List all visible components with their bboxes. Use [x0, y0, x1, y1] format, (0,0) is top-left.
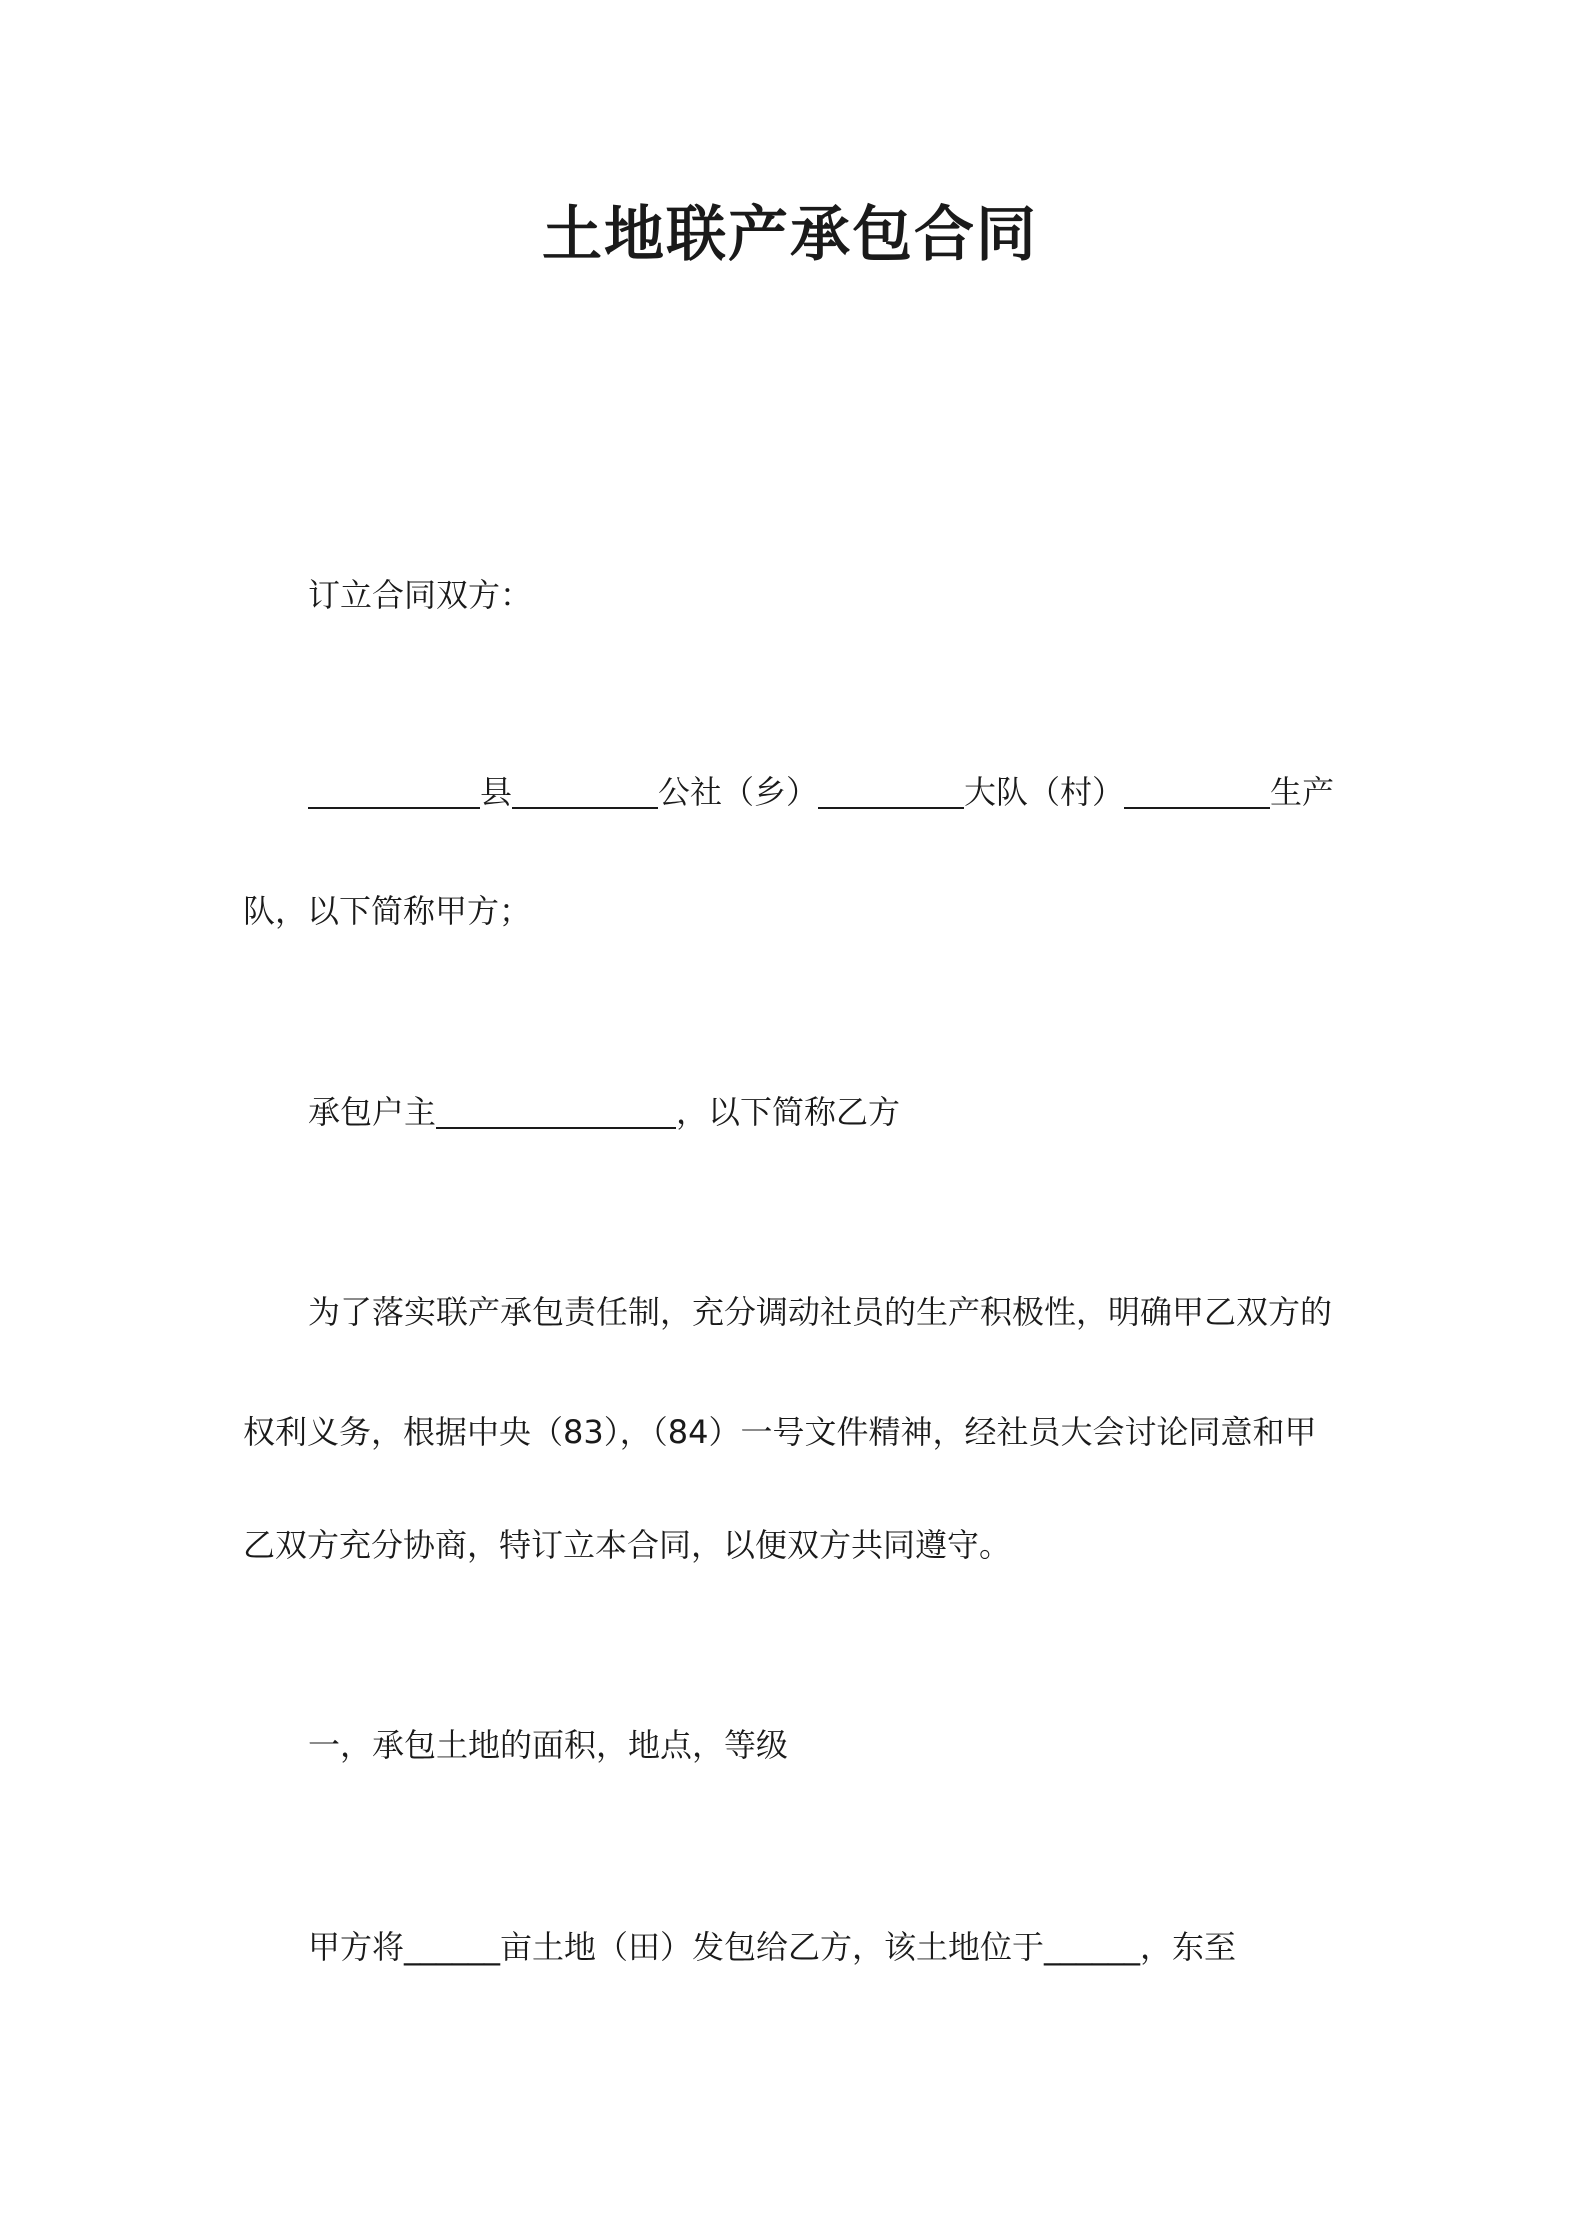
purpose-paragraph-line-3: 乙双方充分协商，特订立本合同，以便双方共同遵守。 [243, 1526, 1012, 1564]
parties-heading: 订立合同双方： [308, 576, 533, 614]
section-1-line-1: 甲方将______亩土地（田）发包给乙方，该土地位于______，东至 [308, 1928, 1237, 1966]
owner-blank [436, 1091, 676, 1129]
document-title: 土地联产承包合同 [542, 200, 1038, 270]
purpose-paragraph-line-2: 权利义务，根据中央（83），（84）一号文件精神，经社员大会讨论同意和甲 [243, 1413, 1317, 1451]
commune-suffix: 公社（乡） [658, 773, 819, 811]
team-suffix: 生产 [1270, 773, 1335, 811]
party-a-line-1 [308, 770, 1334, 814]
brigade-blank [818, 771, 964, 809]
party-b-suffix: ，以下简称乙方 [676, 1093, 901, 1131]
commune-blank [512, 771, 658, 809]
county-suffix: 县 [480, 773, 513, 811]
party-a-line-2: 队，以下简称甲方； [243, 892, 532, 930]
county-blank [308, 771, 480, 809]
brigade-suffix: 大队（村） [964, 773, 1125, 811]
party-b-prefix: 承包户主 [308, 1093, 437, 1131]
section-1-heading: 一，承包土地的面积，地点，等级 [308, 1726, 789, 1764]
team-blank [1124, 771, 1270, 809]
party-b-line [308, 1090, 900, 1134]
purpose-paragraph-line-1: 为了落实联产承包责任制，充分调动社员的生产积极性，明确甲乙双方的 [308, 1293, 1333, 1331]
